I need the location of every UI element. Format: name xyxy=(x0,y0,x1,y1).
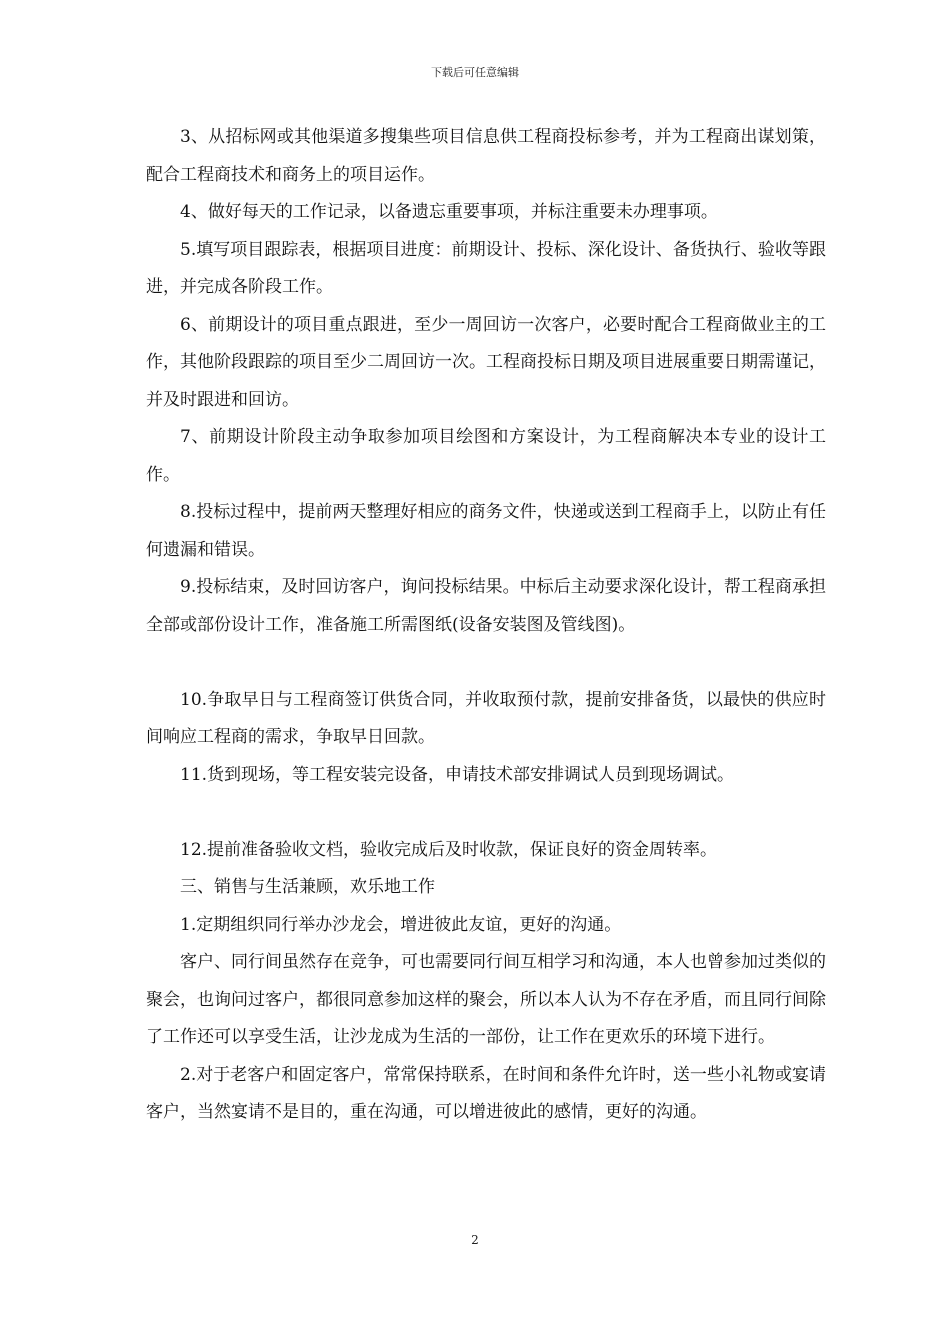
paragraph-item-7: 7、前期设计阶段主动争取参加项目绘图和方案设计，为工程商解决本专业的设计工作。 xyxy=(146,427,826,485)
paragraph-item-11: 11.货到现场，等工程安装完设备，申请技术部安排调试人员到现场调试。 xyxy=(180,764,735,785)
document-body xyxy=(146,119,826,1132)
paragraph-section3-item-1: 1.定期组织同行举办沙龙会，增进彼此友谊，更好的沟通。 xyxy=(180,914,622,935)
paragraph-item-9: 9.投标结束，及时回访客户，询问投标结果。中标后主动要求深化设计，帮工程商承担全部或部份设计工作，准备施工所需图纸(设备安装图及管线图)。 xyxy=(146,577,826,635)
paragraph-item-4: 4、做好每天的工作记录，以备遗忘重要事项，并标注重要未办理事项。 xyxy=(180,202,718,222)
paragraph-item-6: 6、前期设计的项目重点跟进，至少一周回访一次客户，必要时配合工程商做业主的工作，其他阶段跟踪的项目至少二周回访一次。工程商投标日期及项目进展重要日期需谨记，并及时跟进和回访。 xyxy=(146,314,826,410)
paragraph-section3-item-2: 2.对于老客户和固定客户，常常保持联系，在时间和条件允许时，送一些小礼物或宴请客户，当然宴请不是目的，重在沟通，可以增进彼此的感情，更好的沟通。 xyxy=(146,1064,826,1122)
paragraph-item-12: 12.提前准备验收文档，验收完成后及时收款，保证良好的资金周转率。 xyxy=(180,839,718,860)
section-heading: 三、销售与生活兼顾，欢乐地工作 xyxy=(180,877,435,897)
paragraph-item-3: 3、从招标网或其他渠道多搜集些项目信息供工程商投标参考，并为工程商出谋划策，配合工程商技术和商务上的项目运作。 xyxy=(146,127,826,185)
paragraph-item-5: 5.填写项目跟踪表，根据项目进度：前期设计、投标、深化设计、备货执行、验收等跟进，并完成各阶段工作。 xyxy=(146,239,826,297)
paragraph-section3-explanation: 客户、同行间虽然存在竞争，可也需要同行间互相学习和沟通，本人也曾参加过类似的聚会，也询问过客户，都很同意参加这样的聚会，所以本人认为不存在矛盾，而且同行间除了工作还可以享受生活，让沙龙成为生活的一部份，让工作在更欢乐的环境下进行。 xyxy=(146,952,826,1047)
page-number: 2 xyxy=(471,1233,479,1247)
paragraph-item-10: 10.争取早日与工程商签订供货合同，并收取预付款，提前安排备货，以最快的供应时间响应工程商的需求，争取早日回款。 xyxy=(146,689,826,747)
page-header: 下载后可任意编辑 xyxy=(431,66,519,79)
paragraph-item-8: 8.投标过程中，提前两天整理好相应的商务文件，快递或送到工程商手上，以防止有任何遗漏和错误。 xyxy=(146,502,826,560)
